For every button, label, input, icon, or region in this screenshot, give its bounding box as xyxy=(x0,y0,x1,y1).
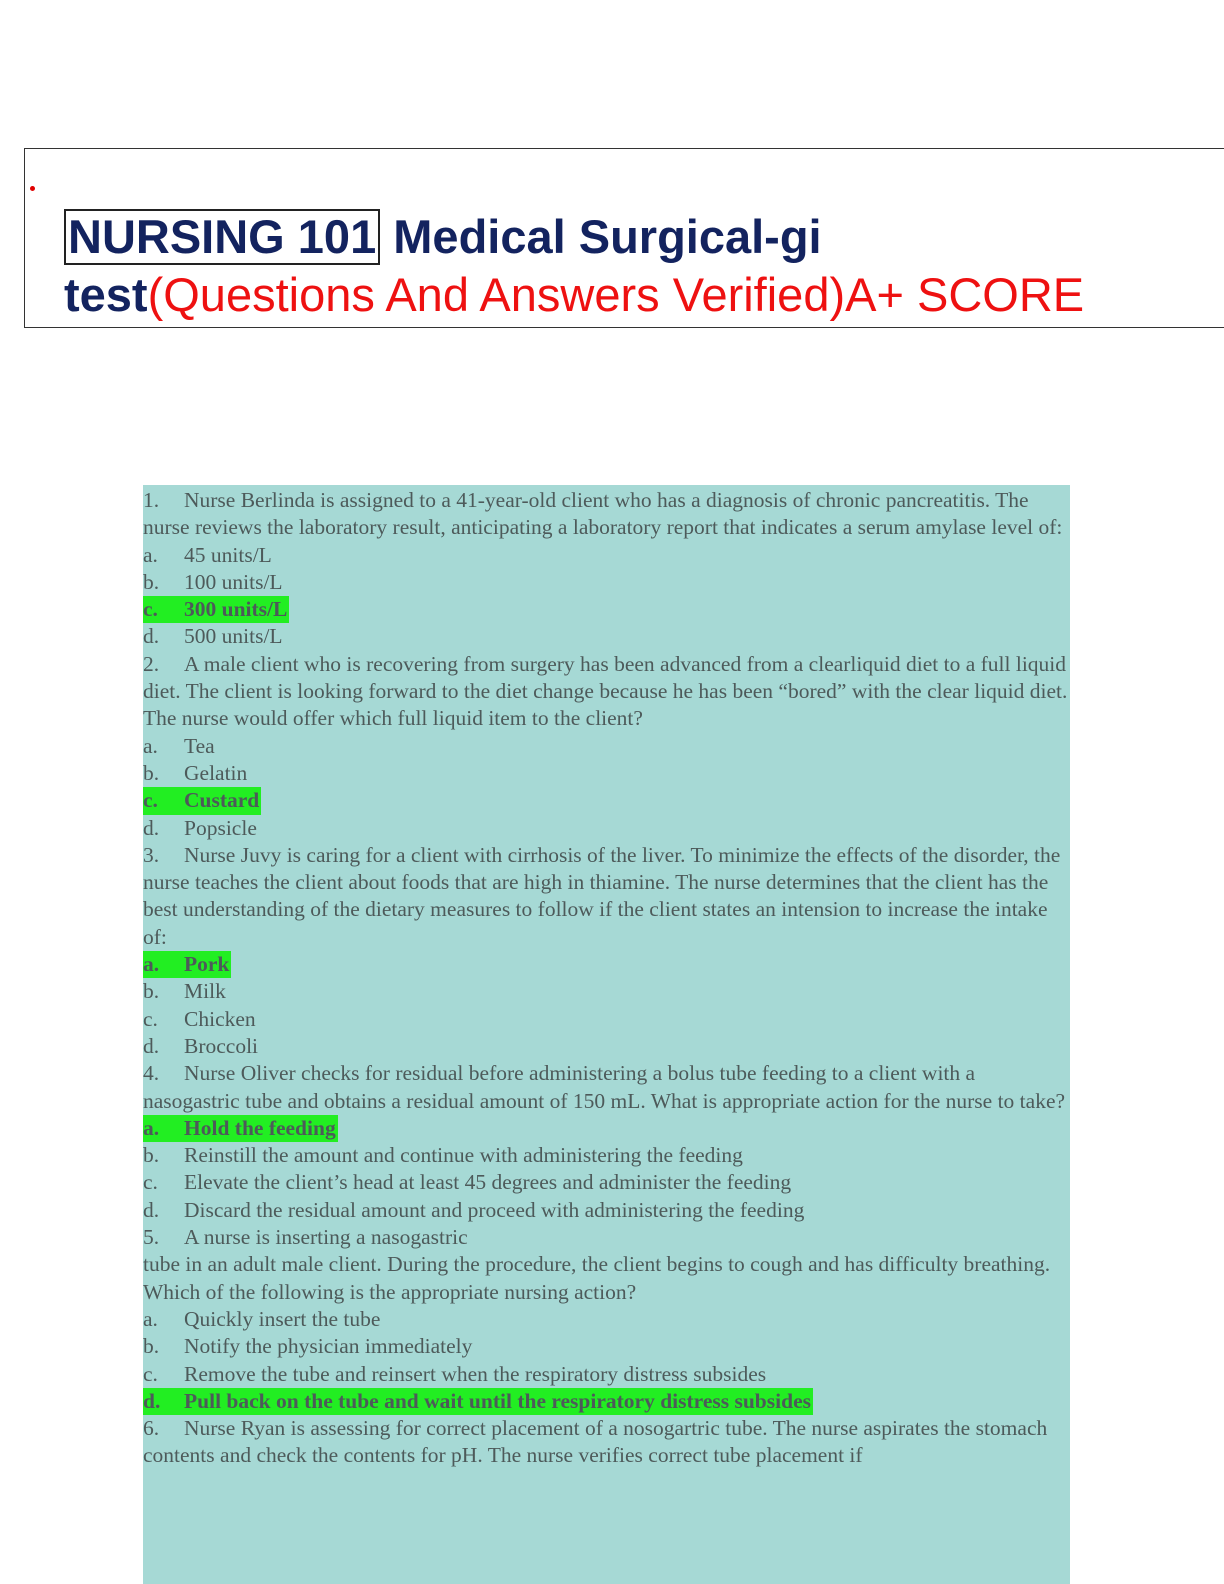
question-number: 6. xyxy=(143,1416,160,1441)
question-number: 3. xyxy=(143,842,160,867)
title-test: test xyxy=(64,268,148,321)
option: c. Chicken xyxy=(143,1006,256,1031)
title-suffix: (Questions And Answers Verified)A+ SCORE xyxy=(147,268,1085,321)
question-stem: tube in an adult male client. During the procedure, the client begins to cough and has difficulty breathing. Which of the following is the appropriate nursing action? xyxy=(143,1252,1051,1304)
option: b. Notify the physician immediately xyxy=(143,1334,473,1359)
option: b. 100 units/L xyxy=(143,569,283,594)
question-stem: Nurse Ryan is assessing for correct placement of a nosogartric tube. The nurse aspirates the stomach contents and check the contents for pH. The nurse verifies correct tube placement if xyxy=(143,1416,1048,1468)
option: d. Popsicle xyxy=(143,815,257,840)
option: b. Gelatin xyxy=(143,760,248,785)
option-correct xyxy=(143,1115,1070,1142)
question-number: 5. xyxy=(143,1225,160,1250)
course-code: NURSING 101 xyxy=(64,209,380,265)
question-6 xyxy=(143,1415,1070,1470)
question-1 xyxy=(143,487,1070,542)
option: a. Tea xyxy=(143,733,215,758)
question-3 xyxy=(143,842,1070,951)
question-panel xyxy=(143,485,1070,1584)
question-number: 2. xyxy=(143,651,160,676)
question-stem: A male client who is recovering from surgery has been advanced from a clearliquid diet to a full liquid diet. The client is looking forward to the diet change because he has been “bored” with the clear liquid diet. The nurse would offer which full liquid item to the client? xyxy=(143,651,1068,731)
title-main: Medical Surgical-gi xyxy=(380,210,822,263)
question-stem: Nurse Berlinda is assigned to a 41-year-old client who has a diagnosis of chronic pancreatitis. The nurse reviews the laboratory result, anticipating a laboratory report that indicates a serum amylase level of: xyxy=(143,488,1063,540)
option-correct xyxy=(143,1388,1070,1415)
option: d. 500 units/L xyxy=(143,624,283,649)
question-4 xyxy=(143,1060,1070,1115)
highlighted-answer: c. Custard xyxy=(143,787,261,814)
highlighted-answer: a. Hold the feeding xyxy=(143,1115,338,1142)
highlighted-answer: c. 300 units/L xyxy=(143,596,289,623)
question-number: 1. xyxy=(143,488,160,512)
highlighted-answer: a. Pork xyxy=(143,951,231,978)
option: b. Reinstill the amount and continue with administering the feeding xyxy=(143,1143,743,1168)
option: a. Quickly insert the tube xyxy=(143,1306,381,1331)
question-5 xyxy=(143,1224,1070,1251)
option: c. Elevate the client’s head at least 45 degrees and administer the feeding xyxy=(143,1170,792,1195)
question-stem-first: A nurse is inserting a nasogastric xyxy=(184,1225,468,1250)
question-number: 4. xyxy=(143,1061,160,1086)
question-stem: Nurse Juvy is caring for a client with cirrhosis of the liver. To minimize the effects of the disorder, the nurse teaches the client about foods that are high in thiamine. The nurse determines that the client has the best understanding of the dietary measures to follow if the client states an intension to increase the intake of: xyxy=(143,842,1061,949)
option-correct xyxy=(143,787,1070,814)
question-2 xyxy=(143,651,1070,733)
question-stem: Nurse Oliver checks for residual before administering a bolus tube feeding to a client with a nasogastric tube and obtains a residual amount of 150 mL. What is appropriate action for the nurse to take? xyxy=(143,1061,1066,1113)
highlighted-answer: d. Pull back on the tube and wait until the respiratory distress subsides xyxy=(143,1388,813,1415)
option: a. 45 units/L xyxy=(143,542,272,567)
option: c. Remove the tube and reinsert when the respiratory distress subsides xyxy=(143,1361,767,1386)
option-correct xyxy=(143,951,1070,978)
option: d. Discard the residual amount and proceed with administering the feeding xyxy=(143,1197,805,1222)
option-correct xyxy=(143,596,1070,623)
document-title xyxy=(64,208,1214,324)
option: b. Milk xyxy=(143,979,226,1004)
bullet-dot xyxy=(30,186,35,191)
option: d. Broccoli xyxy=(143,1033,259,1058)
